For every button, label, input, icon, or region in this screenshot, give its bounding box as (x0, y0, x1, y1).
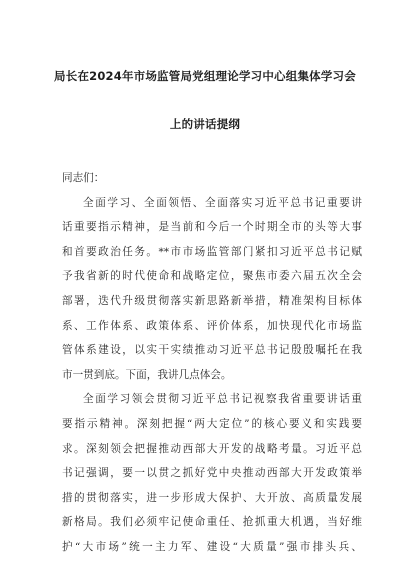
paragraph-1 (62, 191, 362, 388)
paragraph-line: 全面学习领会贯彻习近平总书记视察我省重要讲话重 (83, 393, 362, 406)
paragraph-2 (62, 387, 362, 559)
paragraph-line: 措的贯彻落实，进一步形成大保护、大开放、高质量发展 (62, 491, 362, 504)
paragraph-line: 市一贯到底。下面，我讲几点体会。 (62, 368, 232, 381)
paragraph-line: 系、工作体系、政策体系、评价体系，加快现代化市场监 (62, 319, 362, 332)
greeting: 同志们： (62, 172, 105, 184)
paragraph-line: 全面学习、全面领悟、全面落实习近平总书记重要讲 (83, 196, 362, 209)
paragraph-line: 管体系建设，以实干实绩推动习近平总书记殷殷嘱托在我 (62, 344, 362, 357)
paragraph-line: 部署，迭代升级贯彻落实新思路新举措，精准架构目标体 (62, 294, 362, 307)
document-body (62, 166, 362, 560)
paragraph-line: 求。深刻领会把握推动西部大开发的战略考量。习近平总 (62, 442, 362, 455)
paragraph-line: 话重要指示精神，是当前和今后一个时期全市的头等大事 (62, 221, 362, 234)
paragraph-line: 新格局。我们必须牢记使命重任、抢抓重大机遇，当好维 (62, 516, 362, 529)
paragraph-line: 要指示精神。深刻把握“两大定位”的核心要义和实践要 (62, 417, 362, 430)
document-title-line-2: 上的讲话提纲 (169, 117, 241, 131)
document-title-line-1: 局长在2024年市场监管局党组理论学习中心组集体学习会 (54, 69, 356, 83)
paragraph-line: 书记强调，要一以贯之抓好党中央推动西部大开发政策举 (62, 467, 362, 480)
paragraph-line: 护“大市场”统一主力军、建设“大质量”强市排头兵、 (62, 540, 362, 553)
paragraph-line: 予我省新的时代使命和战略定位，聚焦市委六届五次全会 (62, 270, 362, 283)
paragraph-line: 和首要政治任务。**市市场监管部门紧扣习近平总书记赋 (62, 245, 362, 258)
